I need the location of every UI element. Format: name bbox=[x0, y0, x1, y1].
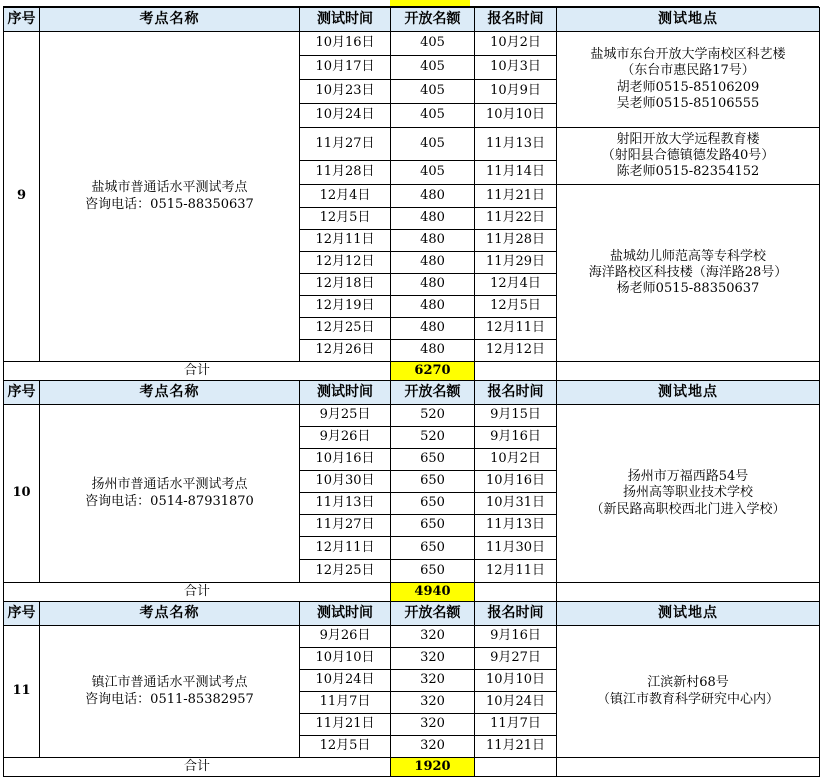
quota-cell: 320 bbox=[391, 648, 475, 670]
header-seq: 序号 bbox=[4, 602, 40, 626]
test-location-cell bbox=[557, 626, 820, 758]
total-empty-cell bbox=[475, 583, 557, 602]
total-empty-cell bbox=[557, 362, 820, 381]
header-row bbox=[4, 381, 820, 405]
test-date-cell: 12月12日 bbox=[300, 252, 391, 274]
registration-date-cell: 10月10日 bbox=[475, 670, 557, 692]
center-phone: 咨询电话：0514-87931870 bbox=[85, 493, 254, 509]
test-date-cell: 9月26日 bbox=[300, 626, 391, 648]
center-name-cell bbox=[40, 405, 300, 583]
registration-date-cell: 10月3日 bbox=[475, 56, 557, 80]
center-name-cell bbox=[40, 626, 300, 758]
test-date-cell: 10月24日 bbox=[300, 104, 391, 128]
location-line: （东台市惠民路17号） bbox=[621, 63, 755, 79]
test-date-cell: 10月24日 bbox=[300, 670, 391, 692]
quota-cell: 405 bbox=[391, 56, 475, 80]
registration-date-cell: 11月13日 bbox=[475, 515, 557, 537]
test-location-cell bbox=[557, 128, 820, 185]
registration-date-cell: 11月30日 bbox=[475, 537, 557, 560]
total-value: 4940 bbox=[391, 583, 475, 602]
seq-cell: 10 bbox=[4, 405, 40, 583]
test-date-cell: 11月13日 bbox=[300, 493, 391, 515]
total-empty-cell bbox=[557, 583, 820, 602]
header-test-date: 测试时间 bbox=[300, 8, 391, 32]
total-empty-cell bbox=[475, 362, 557, 381]
quota-cell: 320 bbox=[391, 714, 475, 736]
registration-date-cell: 11月7日 bbox=[475, 714, 557, 736]
registration-date-cell: 11月28日 bbox=[475, 230, 557, 252]
header-quota: 开放名额 bbox=[391, 8, 475, 32]
location-line: 陈老师0515-82354152 bbox=[616, 164, 760, 180]
location-line: 杨老师0515-88350637 bbox=[616, 281, 760, 297]
registration-date-cell: 10月16日 bbox=[475, 471, 557, 493]
seq-cell: 11 bbox=[4, 626, 40, 758]
test-date-cell: 9月26日 bbox=[300, 427, 391, 449]
total-label: 合计 bbox=[4, 362, 391, 381]
registration-date-cell: 10月2日 bbox=[475, 32, 557, 56]
test-location-cell bbox=[557, 185, 820, 362]
center-name: 扬州市普通话水平测试考点 bbox=[91, 477, 248, 493]
session-row bbox=[4, 405, 820, 427]
registration-date-cell: 12月12日 bbox=[475, 340, 557, 362]
session-row bbox=[4, 626, 820, 648]
registration-date-cell: 11月22日 bbox=[475, 208, 557, 230]
header-row bbox=[4, 602, 820, 626]
test-date-cell: 10月17日 bbox=[300, 56, 391, 80]
location-line: 射阳开放大学远程教育楼 bbox=[616, 131, 760, 147]
test-date-cell: 12月25日 bbox=[300, 318, 391, 340]
quota-cell: 650 bbox=[391, 471, 475, 493]
header-test-date: 测试时间 bbox=[300, 602, 391, 626]
test-date-cell: 12月26日 bbox=[300, 340, 391, 362]
test-date-cell: 12月4日 bbox=[300, 185, 391, 208]
test-date-cell: 10月10日 bbox=[300, 648, 391, 670]
test-date-cell: 12月25日 bbox=[300, 560, 391, 583]
test-date-cell: 11月7日 bbox=[300, 692, 391, 714]
test-location-cell bbox=[557, 32, 820, 128]
quota-cell: 480 bbox=[391, 185, 475, 208]
test-date-cell: 12月11日 bbox=[300, 537, 391, 560]
quota-cell: 405 bbox=[391, 80, 475, 104]
registration-date-cell: 12月11日 bbox=[475, 318, 557, 340]
registration-date-cell: 12月4日 bbox=[475, 274, 557, 296]
quota-cell: 480 bbox=[391, 208, 475, 230]
test-date-cell: 12月18日 bbox=[300, 274, 391, 296]
center-name: 镇江市普通话水平测试考点 bbox=[91, 675, 248, 691]
test-date-cell: 10月16日 bbox=[300, 449, 391, 471]
quota-cell: 650 bbox=[391, 537, 475, 560]
header-name: 考点名称 bbox=[40, 381, 300, 405]
registration-date-cell: 9月16日 bbox=[475, 626, 557, 648]
header-reg-date: 报名时间 bbox=[475, 381, 557, 405]
header-row bbox=[4, 8, 820, 32]
quota-cell: 650 bbox=[391, 560, 475, 583]
location-line: 吴老师0515-85106555 bbox=[616, 95, 760, 111]
location-line: （射阳县合德镇德发路40号） bbox=[601, 147, 775, 163]
quota-cell: 650 bbox=[391, 449, 475, 471]
header-seq: 序号 bbox=[4, 8, 40, 32]
quota-cell: 480 bbox=[391, 296, 475, 318]
registration-date-cell: 11月29日 bbox=[475, 252, 557, 274]
quota-cell: 650 bbox=[391, 515, 475, 537]
center-phone: 咨询电话：0515-88350637 bbox=[85, 196, 254, 212]
registration-date-cell: 9月15日 bbox=[475, 405, 557, 427]
location-line: 盐城市东台开放大学南校区科艺楼 bbox=[590, 47, 786, 62]
quota-cell: 480 bbox=[391, 230, 475, 252]
quota-cell: 405 bbox=[391, 32, 475, 56]
location-line: 海洋路校区科技楼（海洋路28号） bbox=[588, 264, 788, 280]
total-value: 1920 bbox=[391, 758, 475, 777]
total-empty-cell bbox=[557, 758, 820, 777]
quota-cell: 320 bbox=[391, 736, 475, 758]
quota-cell: 480 bbox=[391, 340, 475, 362]
registration-date-cell: 11月21日 bbox=[475, 185, 557, 208]
center-name-cell bbox=[40, 32, 300, 362]
registration-date-cell: 11月13日 bbox=[475, 128, 557, 161]
quota-cell: 480 bbox=[391, 318, 475, 340]
test-date-cell: 10月16日 bbox=[300, 32, 391, 56]
test-date-cell: 10月23日 bbox=[300, 80, 391, 104]
test-date-cell: 10月30日 bbox=[300, 471, 391, 493]
header-quota: 开放名额 bbox=[391, 602, 475, 626]
quota-cell: 650 bbox=[391, 493, 475, 515]
registration-date-cell: 10月24日 bbox=[475, 692, 557, 714]
header-test-date: 测试时间 bbox=[300, 381, 391, 405]
quota-cell: 405 bbox=[391, 104, 475, 128]
test-date-cell: 11月28日 bbox=[300, 161, 391, 185]
session-row bbox=[4, 32, 820, 56]
total-row bbox=[4, 758, 820, 777]
total-label: 合计 bbox=[4, 583, 391, 602]
test-date-cell: 12月11日 bbox=[300, 230, 391, 252]
location-line: 江滨新村68号 bbox=[647, 675, 729, 691]
registration-date-cell: 12月11日 bbox=[475, 560, 557, 583]
location-line: （新民路高职校西北门进入学校） bbox=[590, 501, 786, 517]
center-name: 盐城市普通话水平测试考点 bbox=[91, 180, 248, 196]
header-reg-date: 报名时间 bbox=[475, 602, 557, 626]
test-schedule-table bbox=[3, 7, 820, 777]
registration-date-cell: 9月16日 bbox=[475, 427, 557, 449]
quota-cell: 320 bbox=[391, 626, 475, 648]
quota-cell: 480 bbox=[391, 252, 475, 274]
previous-table-remnant bbox=[0, 0, 822, 7]
header-reg-date: 报名时间 bbox=[475, 8, 557, 32]
registration-date-cell: 9月27日 bbox=[475, 648, 557, 670]
quota-cell: 520 bbox=[391, 405, 475, 427]
registration-date-cell: 11月21日 bbox=[475, 736, 557, 758]
header-location: 测试地点 bbox=[557, 602, 820, 626]
test-date-cell: 12月19日 bbox=[300, 296, 391, 318]
total-value: 6270 bbox=[391, 362, 475, 381]
test-date-cell: 9月25日 bbox=[300, 405, 391, 427]
header-location: 测试地点 bbox=[557, 8, 820, 32]
registration-date-cell: 10月31日 bbox=[475, 493, 557, 515]
header-name: 考点名称 bbox=[40, 8, 300, 32]
quota-cell: 320 bbox=[391, 670, 475, 692]
header-location: 测试地点 bbox=[557, 381, 820, 405]
header-name: 考点名称 bbox=[40, 602, 300, 626]
test-date-cell: 11月27日 bbox=[300, 515, 391, 537]
test-date-cell: 11月27日 bbox=[300, 128, 391, 161]
location-line: 扬州市万福西路54号 bbox=[627, 469, 749, 485]
seq-cell: 9 bbox=[4, 32, 40, 362]
quota-cell: 480 bbox=[391, 274, 475, 296]
quota-cell: 520 bbox=[391, 427, 475, 449]
total-row bbox=[4, 362, 820, 381]
quota-cell: 405 bbox=[391, 128, 475, 161]
total-label: 合计 bbox=[4, 758, 391, 777]
test-date-cell: 11月21日 bbox=[300, 714, 391, 736]
registration-date-cell: 11月14日 bbox=[475, 161, 557, 185]
total-row bbox=[4, 583, 820, 602]
location-line: 胡老师0515-85106209 bbox=[616, 79, 760, 95]
table-body bbox=[4, 8, 820, 777]
location-line: （镇江市教育科学研究中心内） bbox=[596, 691, 779, 707]
location-line: 盐城幼儿师范高等专科学校 bbox=[609, 248, 766, 264]
test-location-cell bbox=[557, 405, 820, 583]
test-date-cell: 12月5日 bbox=[300, 208, 391, 230]
test-date-cell: 12月5日 bbox=[300, 736, 391, 758]
registration-date-cell: 10月10日 bbox=[475, 104, 557, 128]
quota-cell: 320 bbox=[391, 692, 475, 714]
total-empty-cell bbox=[475, 758, 557, 777]
registration-date-cell: 10月9日 bbox=[475, 80, 557, 104]
center-phone: 咨询电话：0511-85382957 bbox=[85, 691, 254, 707]
registration-date-cell: 12月5日 bbox=[475, 296, 557, 318]
registration-date-cell: 10月2日 bbox=[475, 449, 557, 471]
header-seq: 序号 bbox=[4, 381, 40, 405]
location-line: 扬州高等职业技术学校 bbox=[622, 485, 753, 501]
quota-cell: 405 bbox=[391, 161, 475, 185]
header-quota: 开放名额 bbox=[391, 381, 475, 405]
